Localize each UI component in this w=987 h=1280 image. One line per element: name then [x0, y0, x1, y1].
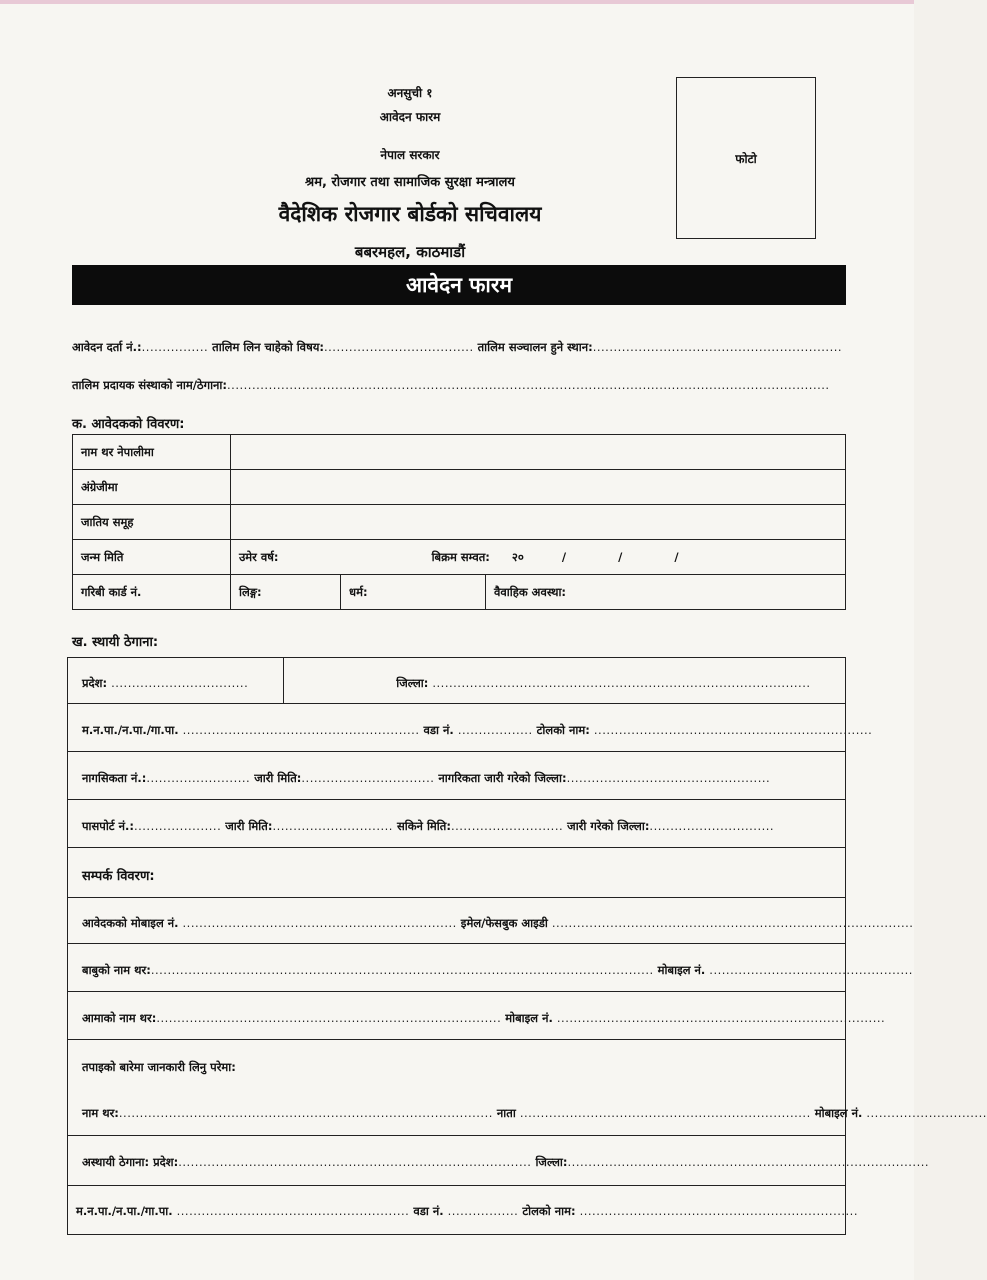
provider-line: [72, 378, 846, 393]
dob-cell[interactable]: [231, 540, 846, 575]
table-row: [73, 505, 846, 540]
date-slash: /: [618, 549, 623, 564]
dob-label: जन्म मिति: [73, 540, 231, 575]
applicant-mobile-field[interactable]: ..................................................................: [182, 916, 457, 930]
tole-label: टोलको नाम:: [536, 723, 590, 737]
gender-cell[interactable]: [231, 575, 341, 610]
contact-name-field[interactable]: ..........................................................................................: [118, 1106, 493, 1120]
contact-name-label: नाम थर:: [82, 1106, 119, 1120]
temp-tole-field[interactable]: ...................................................................: [579, 1204, 858, 1218]
ministry-name: श्रम, रोजगार तथा सामाजिक सुरक्षा मन्त्रालय: [305, 175, 515, 190]
date-slash: /: [674, 549, 679, 564]
marital-label: वैवाहिक अवस्था:: [494, 584, 567, 599]
name-nepali-label: नाम थर नेपालीमा: [73, 435, 231, 470]
provider-field[interactable]: .................................................................................................................................................: [227, 378, 830, 392]
tole-field[interactable]: ...................................................................: [593, 723, 873, 737]
expiry-date-field[interactable]: ...........................: [450, 819, 564, 833]
date-slash: /: [561, 549, 567, 564]
mother-name-field[interactable]: ...................................................................................: [156, 1011, 502, 1025]
contact-person-label: तपाइको बारेमा जानकारी लिनु परेमा:: [82, 1060, 236, 1074]
venue-field[interactable]: ............................................................: [592, 340, 843, 354]
poverty-card-label: गरिबी कार्ड नं.: [73, 575, 231, 610]
age-label: उमेर वर्ष:: [239, 549, 279, 564]
form-title-banner: आवेदन फारम: [72, 265, 846, 305]
registration-line: [72, 340, 846, 355]
gender-label: लिङ्ग:: [239, 584, 262, 599]
applicant-mobile-row: [68, 898, 914, 944]
caste-group-label: जातिय समूह: [73, 505, 231, 540]
temp-municipality-row: [68, 1186, 858, 1233]
father-name-field[interactable]: .........................................................................................................................: [150, 963, 654, 977]
table-row: [73, 435, 846, 470]
province-label: प्रदेश:: [82, 676, 108, 690]
reg-no-field[interactable]: ................: [141, 340, 209, 354]
bs-date-label: बिक्रम सम्वत:: [431, 549, 490, 564]
temp-tole-label: टोलको नाम:: [522, 1204, 576, 1218]
section-a-title: क. आवेदकको विवरण:: [72, 417, 185, 432]
mother-name-label: आमाको नाम थर:: [82, 1011, 157, 1025]
mother-row: [68, 992, 886, 1040]
father-row: [68, 944, 913, 992]
applicant-details-table: [72, 434, 846, 610]
scan-edge: [0, 0, 914, 4]
mother-mobile-field[interactable]: ...............................................................................: [556, 1011, 886, 1025]
issue-date-label: जारी मिति:: [254, 771, 302, 785]
applicant-mobile-label: आवेदकको मोबाइल नं.: [82, 916, 179, 930]
citizenship-no-label: नागसिकता नं.:: [82, 771, 147, 785]
temp-district-field[interactable]: .......................................................................................: [567, 1155, 930, 1169]
passport-row: [68, 800, 845, 848]
subject-label: तालिम लिन चाहेको विषय:: [212, 340, 324, 354]
office-address: बबरमहल, काठमाडौं: [354, 243, 466, 261]
government-name: नेपाल सरकार: [380, 148, 440, 162]
table-row: [73, 575, 846, 610]
board-name: वैदेशिक रोजगार बोर्डको सचिवालय: [278, 202, 542, 226]
contact-person-row: [68, 1040, 987, 1136]
form-label: आवेदन फारम: [379, 110, 441, 124]
issue-district-field[interactable]: ..............................: [649, 819, 775, 833]
religion-label: धर्म:: [349, 584, 368, 599]
district-label: जिल्ला:: [396, 676, 429, 690]
temp-municipality-label: म.न.पा./न.पा./गा.पा.: [76, 1204, 173, 1218]
venue-label: तालिम सञ्चालन हुने स्थान:: [477, 340, 593, 354]
municipality-field[interactable]: .........................................................: [182, 723, 420, 737]
citizenship-row: [68, 752, 845, 800]
caste-group-field[interactable]: [231, 505, 846, 540]
citizenship-no-field[interactable]: .........................: [146, 771, 251, 785]
email-label: इमेल/फेसबुक आइडी: [460, 916, 548, 930]
municipality-row: [68, 704, 873, 752]
religion-cell[interactable]: [341, 575, 486, 610]
table-row: [73, 540, 846, 575]
passport-issue-date-label: जारी मिति:: [225, 819, 273, 833]
father-name-label: बाबुको नाम थर:: [82, 963, 151, 977]
contact-title-row: [68, 848, 845, 898]
temp-province-field[interactable]: .....................................................................................: [178, 1155, 532, 1169]
expiry-date-label: सकिने मिति:: [396, 819, 451, 833]
section-b-title: ख. स्थायी ठेगाना:: [72, 635, 159, 650]
contact-mobile-label: मोबाइल नं.: [814, 1106, 863, 1120]
temp-district-label: जिल्ला:: [535, 1155, 568, 1169]
relation-field[interactable]: ......................................................................: [519, 1106, 811, 1120]
citizenship-district-field[interactable]: .................................................: [566, 771, 771, 785]
district-field[interactable]: ...........................................................................................: [432, 676, 811, 690]
address-contact-box: [67, 657, 987, 1235]
temp-address-label: अस्थायी ठेगाना: प्रदेश:: [82, 1155, 179, 1169]
contact-title: सम्पर्क विवरण:: [82, 869, 155, 884]
mother-mobile-label: मोबाइल नं.: [505, 1011, 553, 1025]
ward-field[interactable]: ..................: [457, 723, 533, 737]
relation-label: नाता: [496, 1106, 516, 1120]
table-row: [73, 470, 846, 505]
issue-date-field[interactable]: ................................: [301, 771, 435, 785]
annex-label: अनसुची १: [387, 86, 433, 100]
photo-label: फोटो: [735, 152, 757, 166]
name-english-label: अंग्रेजीमा: [73, 470, 231, 505]
citizenship-district-label: नागरिकता जारी गरेको जिल्ला:: [438, 771, 567, 785]
ward-label: वडा नं.: [423, 723, 454, 737]
email-field[interactable]: .......................................................................................: [551, 916, 914, 930]
provider-label: तालिम प्रदायक संस्थाको नाम/ठेगाना:: [72, 378, 228, 392]
name-nepali-field[interactable]: [231, 435, 846, 470]
passport-no-field[interactable]: .....................: [133, 819, 222, 833]
father-mobile-label: मोबाइल नं.: [657, 963, 706, 977]
subject-field[interactable]: ....................................: [324, 340, 474, 354]
passport-issue-date-field[interactable]: .............................: [272, 819, 393, 833]
photo-box[interactable]: [676, 77, 816, 239]
temp-ward-field[interactable]: .................: [447, 1204, 519, 1218]
bs-year-prefix: २०: [511, 549, 524, 564]
province-district-row: [68, 658, 845, 704]
province-field[interactable]: .................................: [111, 676, 249, 690]
issue-district-label: जारी गरेको जिल्ला:: [567, 819, 650, 833]
marital-cell[interactable]: [486, 575, 846, 610]
passport-no-label: पासपोर्ट नं.:: [82, 819, 134, 833]
father-mobile-field[interactable]: .................................................: [709, 963, 913, 977]
name-english-field[interactable]: [231, 470, 846, 505]
contact-mobile-field[interactable]: .............................: [866, 1106, 987, 1120]
municipality-label: म.न.पा./न.पा./गा.पा.: [82, 723, 179, 737]
temp-address-row: [68, 1136, 930, 1186]
reg-no-label: आवेदन दर्ता नं.:: [72, 340, 142, 354]
temp-municipality-field[interactable]: ........................................................: [176, 1204, 410, 1218]
temp-ward-label: वडा नं.: [413, 1204, 444, 1218]
